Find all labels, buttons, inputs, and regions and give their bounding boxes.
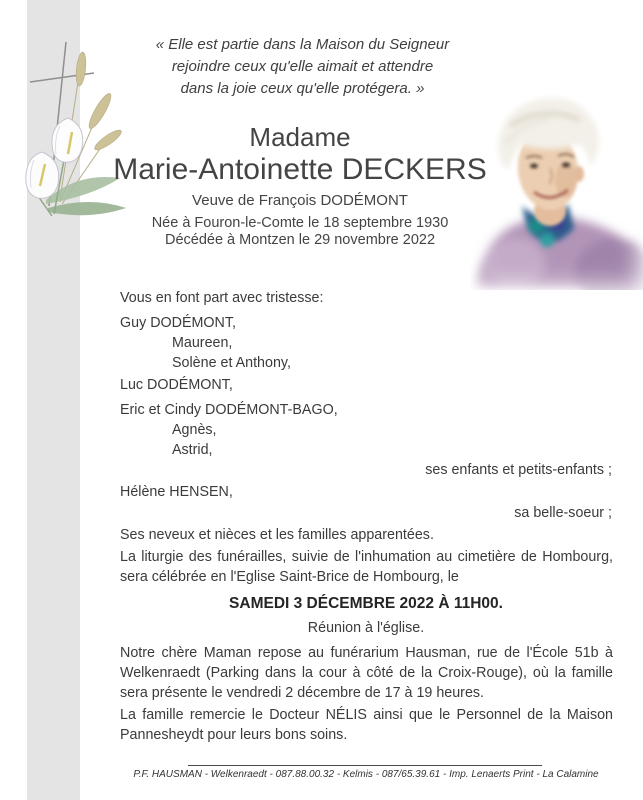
family-member: Maureen, (172, 335, 233, 351)
funeral-date: SAMEDI 3 DÉCEMBRE 2022 À 11H00. (229, 595, 503, 612)
quote-line: « Elle est partie dans la Maison du Seigneur (155, 36, 450, 53)
widow-line: Veuve de François DODÉMONT (192, 192, 408, 209)
meeting-note: Réunion à l'église. (307, 620, 425, 636)
quote-line: dans la joie ceux qu'elle protégera. » (180, 80, 425, 97)
family-member: Ses neveux et nièces et les familles apparentées. (120, 527, 434, 543)
repose-paragraph: Notre chère Maman repose au funérarium Hausman, rue de l'École 51b à Welkenraedt (Parking dans la cour à côté de la Croix-Rouge), où la famille sera présente le vendredi 2 décembre de 17 à 19 heures. (120, 645, 613, 701)
memorial-quote (110, 34, 495, 100)
family-member: Astrid, (172, 442, 213, 458)
deceased-title-block (90, 122, 510, 249)
quote-line: rejoindre ceux qu'elle aimait et attendre (171, 58, 434, 75)
birth-line: Née à Fouron-le-Comte le 18 septembre 1930 (151, 215, 449, 231)
funeral-home-footer: P.F. HAUSMAN - Welkenraedt - 087.88.00.32 - Kelmis - 087/65.39.61 - Imp. Lenaerts Print - La Calamine (133, 769, 599, 780)
relation-note: ses enfants et petits-enfants ; (425, 462, 612, 478)
deceased-name: Marie-Antoinette DECKERS (113, 153, 487, 186)
death-line: Décédée à Montzen le 29 novembre 2022 (164, 232, 436, 248)
family-member: Solène et Anthony, (172, 355, 291, 371)
family-list (120, 288, 612, 545)
family-member: Agnès, (172, 422, 217, 438)
family-member: Eric et Cindy DODÉMONT-BAGO, (120, 402, 338, 418)
thanks-paragraph: La famille remercie le Docteur NÉLIS ainsi que le Personnel de la Maison Pannesheydt pour leurs bons soins. (120, 707, 613, 743)
family-member: Luc DODÉMONT, (120, 377, 233, 393)
footer-divider (188, 765, 542, 766)
relation-note: sa belle-soeur ; (514, 505, 612, 521)
honorific: Madame (249, 122, 351, 152)
liturgy-paragraph: La liturgie des funérailles, suivie de l'inhumation au cimetière de Hombourg, sera célébrée en l'Eglise Saint-Brice de Hombourg, le (120, 549, 613, 585)
family-member: Hélène HENSEN, (120, 484, 233, 500)
announcement-intro: Vous en font part avec tristesse: (120, 290, 324, 306)
family-member: Guy DODÉMONT, (120, 315, 236, 331)
